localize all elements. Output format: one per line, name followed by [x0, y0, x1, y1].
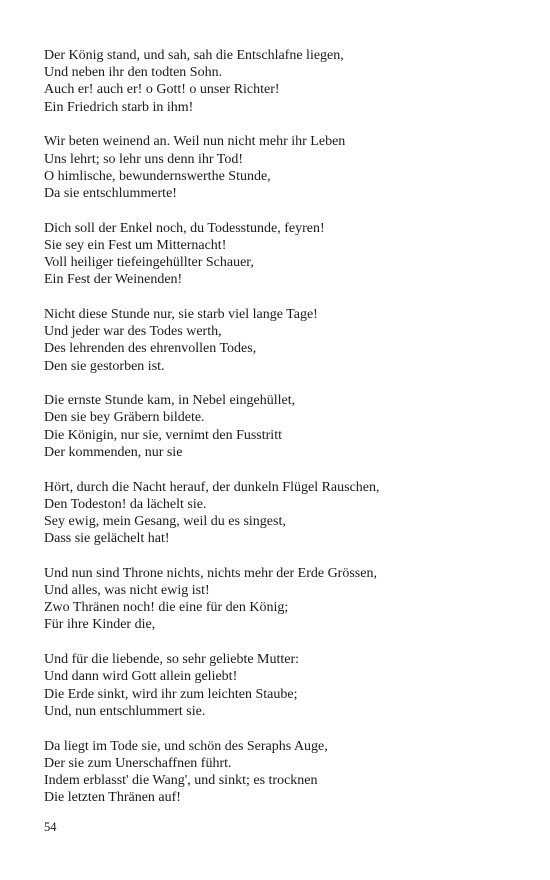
verse-line: Indem erblasst' die Wang', und sinkt; es trocknen: [44, 772, 318, 788]
verse-line: Den Todeston! da lächelt sie.: [44, 496, 207, 512]
stanza: [44, 47, 524, 116]
stanza: [44, 220, 524, 289]
verse-line: Hört, durch die Nacht herauf, der dunkeln Flügel Rauschen,: [44, 479, 380, 495]
verse-line: Und jeder war des Todes werth,: [44, 324, 222, 340]
stanza: [44, 306, 524, 375]
poem-text: [44, 47, 524, 824]
verse-line: Der kommenden, nur sie: [44, 444, 183, 460]
verse-line: Und nun sind Throne nichts, nichts mehr der Erde Grössen,: [44, 565, 377, 581]
verse-line: Für ihre Kinder die,: [44, 617, 156, 633]
stanza: [44, 479, 524, 548]
verse-line: Und alles, was nicht ewig ist!: [44, 583, 210, 599]
verse-line: Zwo Thränen noch! die eine für den König;: [44, 600, 289, 616]
verse-line: Da sie entschlummerte!: [44, 185, 177, 201]
verse-line: Und neben ihr den todten Sohn.: [44, 65, 223, 81]
verse-line: Die Königin, nur sie, vernimt den Fusstritt: [44, 427, 282, 443]
stanza: [44, 133, 524, 202]
verse-line: Die Erde sinkt, wird ihr zum leichten Staube;: [44, 686, 298, 702]
verse-line: Den sie bey Gräbern bildete.: [44, 410, 205, 426]
verse-line: Die ernste Stunde kam, in Nebel eingehüllet,: [44, 393, 296, 409]
verse-line: Des lehrenden des ehrenvollen Todes,: [44, 341, 257, 357]
verse-line: Ein Fest der Weinenden!: [44, 272, 183, 288]
verse-line: Der sie zum Unerschaffnen führt.: [44, 755, 232, 771]
stanza: [44, 738, 524, 807]
verse-line: Und dann wird Gott allein geliebt!: [44, 669, 238, 685]
verse-line: Auch er! auch er! o Gott! o unser Richter!: [44, 82, 280, 98]
verse-line: Dich soll der Enkel noch, du Todesstunde, feyren!: [44, 220, 325, 236]
verse-line: Den sie gestorben ist.: [44, 358, 165, 374]
verse-line: Der König stand, und sah, sah die Entschlafne liegen,: [44, 48, 344, 63]
verse-line: Wir beten weinend an. Weil nun nicht mehr ihr Leben: [44, 134, 346, 150]
verse-line: Nicht diese Stunde nur, sie starb viel lange Tage!: [44, 306, 318, 322]
page-number: 54: [44, 820, 57, 834]
verse-line: O himlische, bewundernswerthe Stunde,: [44, 168, 271, 184]
verse-line: Die letzten Thränen auf!: [44, 790, 181, 806]
verse-line: Sey ewig, mein Gesang, weil du es singest,: [44, 513, 286, 529]
stanza: [44, 651, 524, 720]
stanza: [44, 392, 524, 461]
verse-line: Und für die liebende, so sehr geliebte Mutter:: [44, 652, 300, 668]
verse-line: Uns lehrt; so lehr uns denn ihr Tod!: [44, 151, 244, 167]
verse-line: Dass sie gelächelt hat!: [44, 531, 170, 547]
verse-line: Ein Friedrich starb in ihm!: [44, 99, 194, 115]
verse-line: Sie sey ein Fest um Mitternacht!: [44, 237, 227, 253]
verse-line: Voll heiliger tiefeingehüllter Schauer,: [44, 255, 254, 271]
stanza: [44, 565, 524, 634]
verse-line: Und, nun entschlummert sie.: [44, 703, 206, 719]
verse-line: Da liegt im Tode sie, und schön des Seraphs Auge,: [44, 738, 328, 754]
